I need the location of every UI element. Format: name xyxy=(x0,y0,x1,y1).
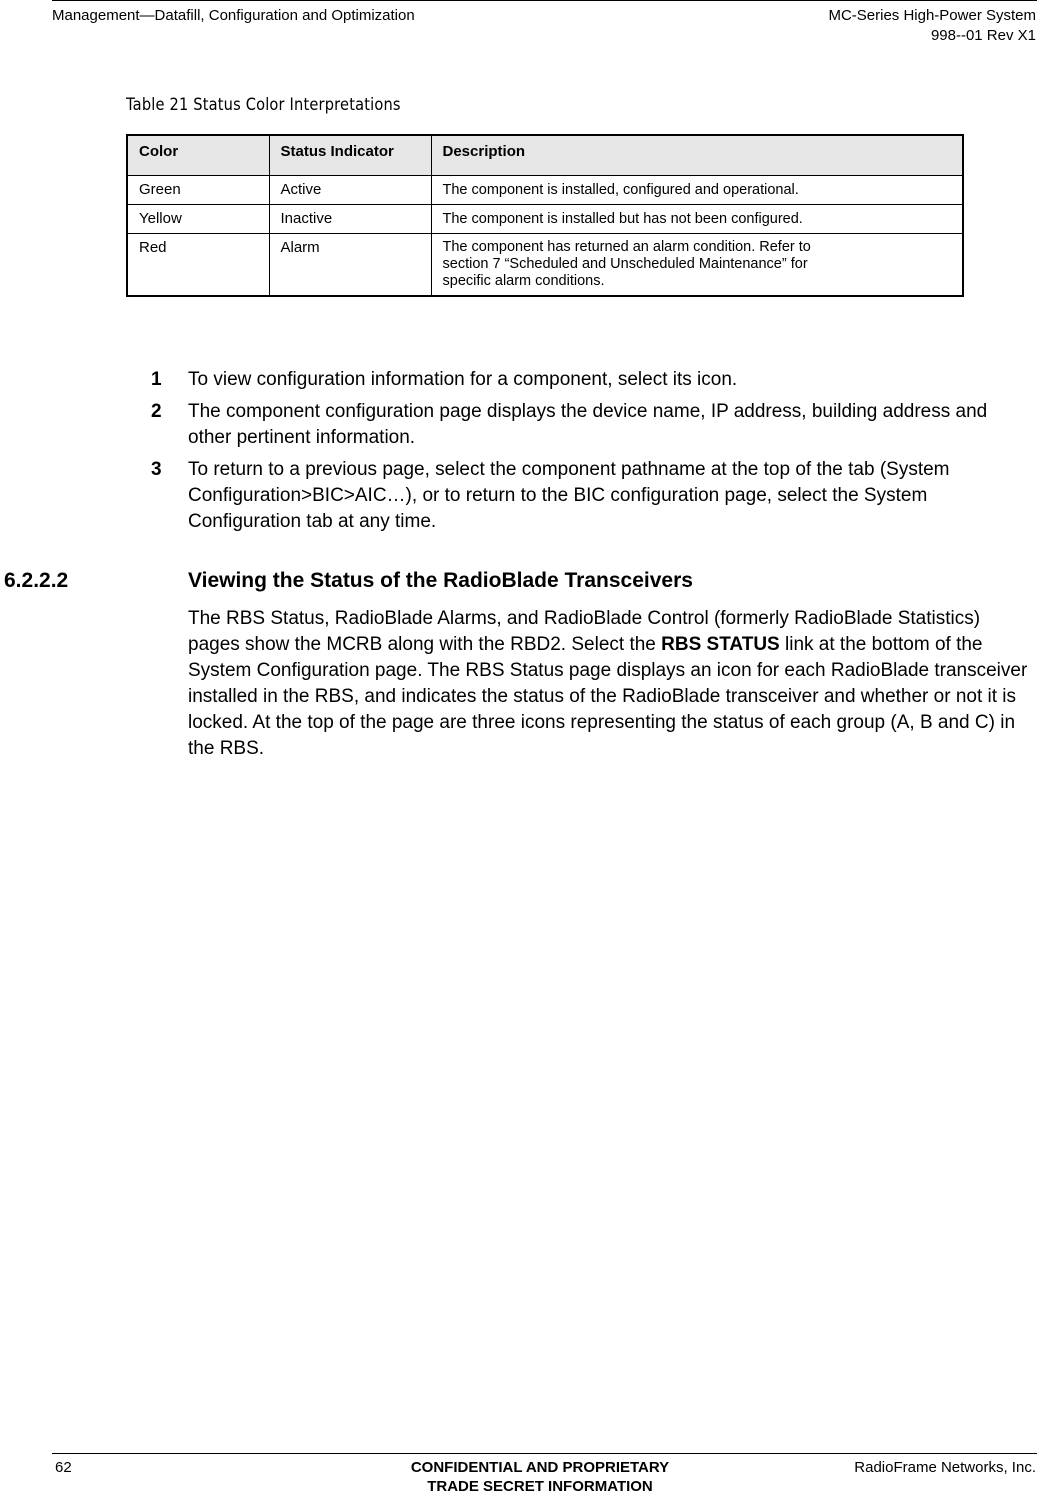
description-line: specific alarm conditions. xyxy=(442,272,605,289)
step-item xyxy=(151,457,1031,535)
cell-color: Yellow xyxy=(127,204,269,233)
header-left-title: Management—Datafill, Configuration and Optimization xyxy=(52,7,415,24)
cell-description: The component is installed, configured and operational. xyxy=(431,175,963,204)
header-revision: 998--01 Rev X1 xyxy=(930,27,1036,44)
cell-description xyxy=(431,233,963,296)
description-line: The component has returned an alarm condition. Refer to xyxy=(442,238,811,255)
cell-color: Red xyxy=(127,233,269,296)
procedure-steps xyxy=(151,367,1031,541)
column-header-status: Status Indicator xyxy=(269,135,431,175)
page-number: 62 xyxy=(55,1459,72,1476)
step-number: 2 xyxy=(151,401,162,422)
column-header-description: Description xyxy=(431,135,963,175)
table-header-row xyxy=(127,135,963,175)
header-right xyxy=(828,6,1036,46)
table-row xyxy=(127,204,963,233)
step-number: 1 xyxy=(151,369,162,390)
status-color-table xyxy=(126,134,964,297)
header-rule xyxy=(52,0,1037,1)
step-item xyxy=(151,367,1031,393)
table-row xyxy=(127,175,963,204)
cell-status: Inactive xyxy=(269,204,431,233)
section-number: 6.2.2.2 xyxy=(4,569,69,592)
footer-rule xyxy=(52,1453,1037,1454)
rbs-status-link-text: RBS STATUS xyxy=(661,634,780,655)
paragraph-text: link at the bottom of the System Configuration page. The RBS Status page displays an icon for each RadioBlade transceiver installed in the RBS, and indicates the status of the RadioBlade transceiver and whether or not it is locked. At the top of the page are three icons representing the status of each group (A, B and C) in the RBS. xyxy=(188,634,1028,759)
table-row xyxy=(127,233,963,296)
cell-color: Green xyxy=(127,175,269,204)
step-item xyxy=(151,399,1031,451)
table-caption: Table 21 Status Color Interpretations xyxy=(126,95,401,115)
footer-confidential-line2: TRADE SECRET INFORMATION xyxy=(427,1478,653,1495)
header-product: MC-Series High-Power System xyxy=(828,7,1036,24)
step-text: To return to a previous page, select the component pathname at the top of the tab (System Configuration>BIC>AIC…), or to return to the BIC configuration page, select the System Configuration tab at any time. xyxy=(188,459,950,532)
footer-confidential xyxy=(340,1458,740,1496)
description-line: section 7 “Scheduled and Unscheduled Maintenance” for xyxy=(442,255,808,272)
cell-status: Active xyxy=(269,175,431,204)
cell-status: Alarm xyxy=(269,233,431,296)
step-text: To view configuration information for a component, select its icon. xyxy=(188,369,738,390)
footer-company: RadioFrame Networks, Inc. xyxy=(854,1459,1036,1476)
section-heading xyxy=(4,567,693,595)
column-header-color: Color xyxy=(127,135,269,175)
step-text: The component configuration page displays the device name, IP address, building address and other pertinent information. xyxy=(188,401,988,448)
section-title: Viewing the Status of the RadioBlade Transceivers xyxy=(188,569,693,592)
step-number: 3 xyxy=(151,459,162,480)
paragraph-text: The RBS Status, RadioBlade Alarms, and RadioBlade Control (formerly RadioBlade Statistics) pages show the MCRB along with the RBD2. Select the xyxy=(188,608,981,655)
footer-confidential-line1: CONFIDENTIAL AND PROPRIETARY xyxy=(410,1459,670,1476)
section-paragraph xyxy=(188,606,1033,762)
cell-description: The component is installed but has not been configured. xyxy=(431,204,963,233)
